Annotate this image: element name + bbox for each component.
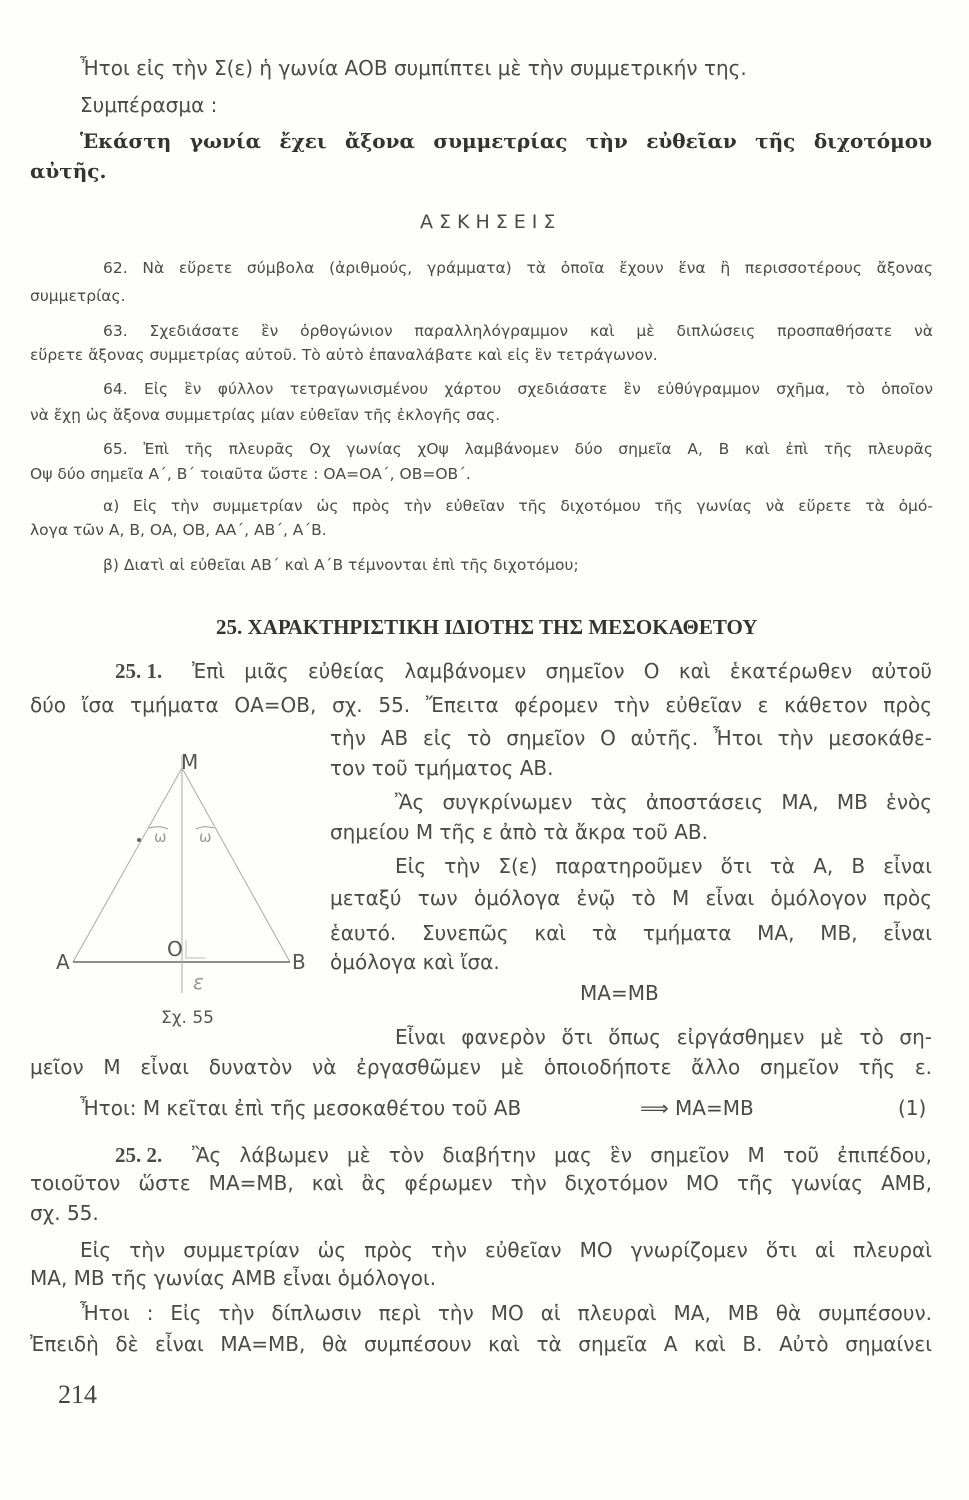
exercise-line: συμμετρίας. (30, 287, 126, 305)
exercise-line: νὰ ἔχῃ ὡς ἄξονα συμμετρίας μίαν εὐθεῖαν τῆς ἐκλογῆς σας. (30, 406, 501, 424)
exercise-line: λογα τῶν Α, Β, ΟΑ, ΟΒ, ΑΑ΄, ΑΒ΄, Α΄Β. (30, 521, 327, 539)
exercise-line: 62. Νὰ εὕρετε σύμβολα (ἀριθμούς, γράμματα) τὰ ὁποῖα ἔχουν ἕνα ἢ περισσοτέρους ἄξονας (103, 259, 933, 277)
label-epsilon: ε (193, 970, 204, 994)
exercise-line: Οψ δύο σημεῖα Α΄, Β΄ τοιαῦτα ὥστε : ΟΑ=ΟΑ΄, ΟΒ=ΟΒ΄. (30, 465, 471, 483)
equation: ⟹ ΜΑ=ΜΒ (640, 1096, 754, 1120)
text-line: ἑαυτό. Συνεπῶς καὶ τὰ τμήματα ΜΑ, ΜΒ, εἶναι (330, 921, 932, 945)
exercise-line: 63. Σχεδιάσατε ἓν ὀρθογώνιον παραλληλόγραμμον καὶ μὲ διπλώσεις προσπαθήσατε νὰ (103, 322, 933, 340)
text-line: ΜΑ, ΜΒ τῆς γωνίας ΑΜΒ εἶναι ὁμόλογοι. (30, 1266, 437, 1290)
label-omega: ω (154, 828, 167, 846)
text-line: σχ. 55. (30, 1201, 99, 1225)
exercise-line: 65. Ἐπὶ τῆς πλευρᾶς Οχ γωνίας χΟψ λαμβάνομεν δύο σημεῖα Α, Β καὶ ἐπὶ τῆς πλευρᾶς (103, 440, 933, 458)
text-line: Ἦτοι εἰς τὴν Σ(ε) ἡ γωνία ΑΟΒ συμπίπτει μὲ τὴν συμμετρικήν της. (80, 56, 747, 80)
exercise-line: β) Διατὶ αἱ εὐθεῖαι ΑΒ΄ καὶ Α΄Β τέμνονται ἐπὶ τῆς διχοτόμου; (103, 556, 579, 574)
label-b: B (292, 950, 306, 974)
label-omega: ω (199, 828, 212, 846)
text-line: τον τοῦ τμήματος ΑΒ. (330, 756, 554, 780)
paragraph-number: 25. 2. (115, 1143, 163, 1167)
equation: ΜΑ=ΜΒ (580, 981, 659, 1005)
text-line: Ἦτοι: Μ κεῖται ἐπὶ τῆς μεσοκαθέτου τοῦ ΑΒ (80, 1096, 522, 1120)
conclusion-line: αὐτῆς. (30, 159, 107, 183)
text-line: Εἰς τὴν συμμετρίαν ὡς πρὸς τὴν εὐθεῖαν ΜΟ γνωρίζομεν ὅτι αἱ πλευραὶ (80, 1238, 932, 1262)
segment-ma (73, 768, 182, 962)
text-line: τοιοῦτον ὥστε ΜΑ=ΜΒ, καὶ ἂς φέρωμεν τὴν διχοτόμον ΜΟ τῆς γωνίας ΑΜΒ, (30, 1171, 932, 1195)
label-m: M (181, 750, 199, 774)
equation-number: (1) (898, 1096, 927, 1120)
text-line: δύο ἴσα τμήματα ΟΑ=ΟΒ, σχ. 55. Ἔπειτα φέρομεν τὴν εὐθεῖαν ε κάθετον πρὸς (30, 693, 932, 717)
point-dot (137, 838, 141, 842)
exercises-title: ΑΣΚΗΣΕΙΣ (420, 211, 562, 233)
label-o: O (167, 937, 183, 961)
text-line: Εἰς τὴν Σ(ε) παρατηροῦμεν ὅτι τὰ Α, Β εἶναι (395, 854, 932, 878)
text-line: Ἂς συγκρίνωμεν τὰς ἀποστάσεις ΜΑ, ΜΒ ἑνὸς (395, 790, 932, 814)
figure-caption: Σχ. 55 (161, 1008, 215, 1028)
conclusion-line: Ἑκάστη γωνία ἔχει ἄξονα συμμετρίας τὴν εὐθεῖαν τῆς διχοτόμου (80, 129, 932, 153)
text-line: τὴν ΑΒ εἰς τὸ σημεῖον Ο αὐτῆς. Ἦτοι τὴν μεσοκάθε- (330, 726, 932, 750)
text-line: σημείου Μ τῆς ε ἀπὸ τὰ ἄκρα τοῦ ΑΒ. (330, 820, 708, 844)
text-line: Ἂς λάβωμεν μὲ τὸν διαβήτην μας ἓν σημεῖον Μ τοῦ ἐπιπέδου, (192, 1143, 932, 1167)
section-heading: 25. ΧΑΡΑΚΤΗΡΙΣΤΙΚΗ ΙΔΙΟΤΗΣ ΤΗΣ ΜΕΣΟΚΑΘΕΤΟΥ (216, 615, 758, 639)
label-a: A (56, 950, 70, 974)
text-line: Συμπέρασμα : (80, 93, 218, 117)
exercise-line: α) Εἰς τὴν συμμετρίαν ὡς πρὸς τὴν εὐθεῖαν τῆς διχοτόμου τῆς γωνίας νὰ εὕρετε τὰ ὁμό- (103, 497, 933, 515)
text-line: Ἦτοι : Εἰς τὴν δίπλωσιν περὶ τὴν ΜΟ αἱ πλευραὶ ΜΑ, ΜΒ θὰ συμπέσουν. (80, 1301, 932, 1325)
text-line: Εἶναι φανερὸν ὅτι ὅπως εἰργάσθημεν μὲ τὸ ση- (395, 1025, 932, 1049)
text-line: Ἐπὶ μιᾶς εὐθείας λαμβάνομεν σημεῖον Ο καὶ ἑκατέρωθεν αὐτοῦ (192, 659, 932, 683)
page-number: 214 (58, 1380, 97, 1409)
segment-mb (182, 768, 290, 962)
text-line: μεταξύ των ὁμόλογα ἐνῷ τὸ Μ εἶναι ὁμόλογον πρὸς (330, 886, 932, 910)
text-line: ὁμόλογα καὶ ἴσα. (330, 950, 500, 974)
text-line: Ἐπειδὴ δὲ εἶναι ΜΑ=ΜΒ, θὰ συμπέσουν καὶ τὰ σημεῖα Α καὶ Β. Αὐτὸ σημαίνει (30, 1332, 932, 1356)
text-line: μεῖον Μ εἶναι δυνατὸν νὰ ἐργασθῶμεν μὲ ὁποιοδήποτε ἄλλο σημεῖον τῆς ε. (30, 1055, 932, 1079)
exercise-line: εὕρετε ἄξονας συμμετρίας αὐτοῦ. Τὸ αὐτὸ ἐπαναλάβατε καὶ εἰς ἓν τετράγωνον. (30, 346, 658, 364)
paragraph-number: 25. 1. (115, 659, 163, 683)
right-angle-mark (186, 940, 205, 958)
exercise-line: 64. Εἰς ἓν φύλλον τετραγωνισμένου χάρτου σχεδιάσατε ἓν εὐθύγραμμον σχῆμα, τὸ ὁποῖον (103, 380, 933, 398)
